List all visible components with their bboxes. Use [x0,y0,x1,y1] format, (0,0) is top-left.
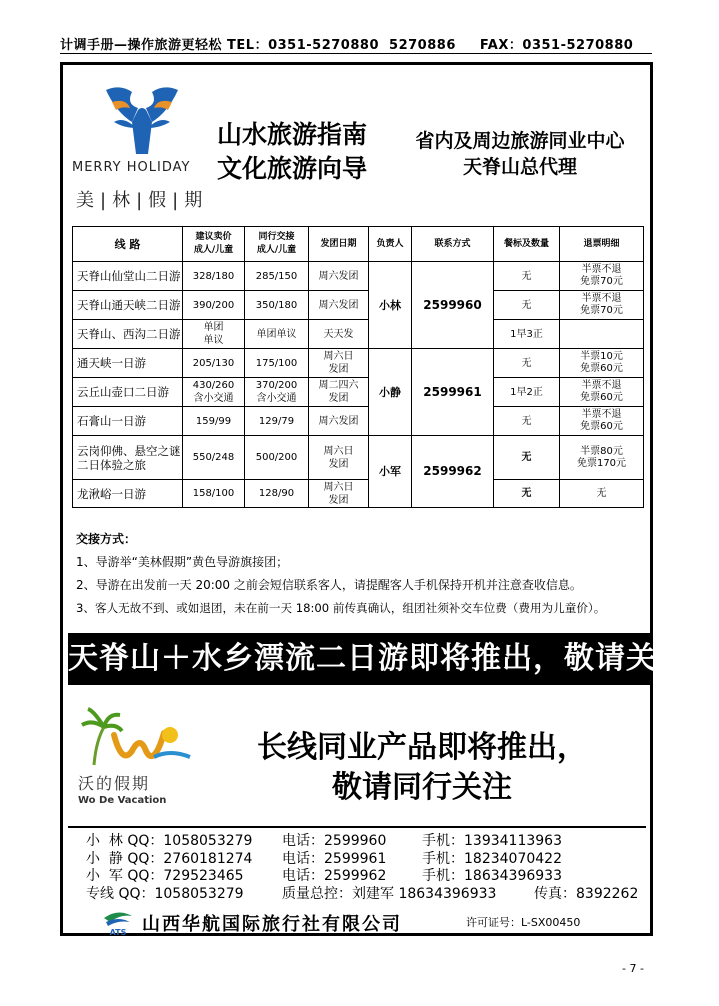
trade-cell: 350/180 [245,291,309,320]
route-cell: 通天峡一日游 [73,349,183,378]
refund-cell: 半票10元 免票60元 [560,349,644,378]
company-name: 山西华航国际旅行社有限公司 [142,914,402,935]
price-cell: 单团 单议 [183,320,245,349]
fax-number: 0351-5270880 [522,38,634,53]
logo-brand-cn: 美|林|假|期 [76,190,209,211]
refund-cell: 半票不退 免票60元 [560,407,644,436]
slogan-block [217,118,367,186]
contact-qq: 专线 QQ：1058053279 [86,885,244,902]
page-number: - 7 - [622,962,644,975]
meal-cell: 1早3正 [494,320,560,349]
route-cell: 云丘山壶口二日游 [73,378,183,407]
license-number: 许可证号：L-SX00450 [466,916,581,929]
phone-cell: 2599961 [412,349,494,436]
meal-cell: 无 [494,349,560,378]
promo-banner: 天脊山＋水乡漂流二日游即将推出，敬请关注！ [68,633,650,685]
header-rule [60,53,652,54]
col-trade: 同行交接 成人/儿童 [245,227,309,262]
table-row [73,320,644,349]
contact-tel: 电话：2599961 [282,850,387,867]
person-cell: 小军 [369,436,412,508]
tel-label: TEL： [227,38,269,53]
transfer-item: 2、导游在出发前一天 20:00 之前会短信联系客人，请提醒客人手机保持开机并注意查收信息。 [76,578,582,592]
trade-cell: 175/100 [245,349,309,378]
table-row [73,480,644,508]
trade-cell: 500/200 [245,436,309,480]
transfer-heading: 交接方式： [76,532,137,546]
person-cell: 小静 [369,349,412,436]
merry-holiday-emblem-icon [102,82,182,156]
contact-quality: 质量总控：刘建军 18634396933 [282,885,497,902]
trade-cell: 370/200 含小交通 [245,378,309,407]
col-route: 线 路 [73,227,183,262]
date-cell: 周六发团 [309,262,369,291]
transfer-section [76,528,605,620]
route-cell: 天脊山通天峡二日游 [73,291,183,320]
contact-mobile: 手机：18234070422 [422,850,562,867]
slogan-line-2: 文化旅游向导 [217,154,368,183]
ats-logo-icon [100,908,136,936]
transfer-item: 1、导游举“美林假期”黄色导游旗接团； [76,555,289,569]
table-header-row [73,227,644,262]
col-person: 负责人 [369,227,412,262]
contacts-divider [68,826,646,828]
col-date: 发团日期 [309,227,369,262]
price-cell: 158/100 [183,480,245,508]
date-cell: 天天发 [309,320,369,349]
trade-cell: 285/150 [245,262,309,291]
tel-number: 0351-5270880 5270886 [268,38,456,53]
route-cell: 龙湫峪一日游 [73,480,183,508]
meal-cell: 无 [494,407,560,436]
contact-tel: 电话：2599962 [282,868,387,884]
price-cell: 390/200 [183,291,245,320]
wo-de-vacation-logo [74,705,202,811]
contact-qq: 小 军 QQ：729523465 [86,868,244,884]
refund-cell: 半票不退 免票60元 [560,378,644,407]
contact-mobile: 手机：13934113963 [422,833,562,849]
logo2-en: Wo De Vacation [78,795,167,806]
price-cell: 328/180 [183,262,245,291]
date-cell: 周六发团 [309,407,369,436]
col-phone: 联系方式 [412,227,494,262]
date-cell: 周六日 发团 [309,349,369,378]
trade-cell: 单团单议 [245,320,309,349]
table-row [73,262,644,291]
route-cell: 天脊山、西沟二日游 [73,320,183,349]
contact-fax: 传真：8392262 [534,885,639,902]
route-cell: 石膏山一日游 [73,407,183,436]
date-cell: 周六日 发团 [309,480,369,508]
merry-holiday-logo [72,82,212,214]
logo-brand-en: MERRY HOLIDAY [72,160,191,175]
meal-cell: 无 [494,291,560,320]
agency-line-1: 省内及周边旅游同业中心 [415,130,625,152]
route-cell: 天脊山仙堂山二日游 [73,262,183,291]
svg-text:ATS: ATS [109,928,127,936]
refund-cell: 半票80元 免票170元 [560,436,644,480]
route-cell: 云岗仰佛、悬空之谜二日体验之旅 [73,436,183,480]
table-row [73,407,644,436]
company-footer [100,908,650,936]
trade-cell: 129/79 [245,407,309,436]
price-cell: 430/260 含小交通 [183,378,245,407]
table-row [73,378,644,407]
fax-label: FAX： [479,38,523,53]
long-line-1: 长线同业产品即将推出， [257,730,587,765]
date-cell: 周六日 发团 [309,436,369,480]
price-cell: 159/99 [183,407,245,436]
header-slogan: 计调手册—操作旅游更轻松 [60,38,223,53]
top-header [60,34,652,53]
transfer-item: 3、客人无故不到、或如退团，未在前一天 18:00 前传真确认，组团社须补交车位费（费用为儿童价）。 [76,601,606,615]
tour-table [72,226,644,508]
agency-line-2: 天脊山总代理 [462,156,577,178]
col-price: 建议卖价 成人/儿童 [183,227,245,262]
table-row [73,349,644,378]
trade-cell: 128/90 [245,480,309,508]
contact-tel: 电话：2599960 [282,833,387,849]
date-cell: 周六发团 [309,291,369,320]
table-row [73,436,644,480]
agency-block [390,128,650,180]
table-row [73,291,644,320]
date-cell: 周二四六 发团 [309,378,369,407]
refund-cell: 半票不退 免票70元 [560,291,644,320]
contact-qq: 小 静 QQ：2760181274 [86,850,253,867]
person-cell: 小林 [369,262,412,349]
refund-cell: 无 [560,480,644,508]
long-line-2: 敬请同行关注 [332,770,512,805]
contact-qq: 小 林 QQ：1058053279 [86,833,253,849]
meal-cell: 无 [494,480,560,508]
logo2-cn: 沃的假期 [78,774,151,793]
col-meal: 餐标及数量 [494,227,560,262]
slogan-line-1: 山水旅游指南 [217,120,368,149]
palm-beach-icon [74,705,194,769]
meal-cell: 无 [494,262,560,291]
meal-cell: 无 [494,436,560,480]
col-refund: 退票明细 [560,227,644,262]
phone-cell: 2599960 [412,262,494,349]
price-cell: 550/248 [183,436,245,480]
refund-cell [560,320,644,349]
refund-cell: 半票不退 免票70元 [560,262,644,291]
long-line-notice [222,728,622,808]
contact-mobile: 手机：18634396933 [422,868,562,884]
meal-cell: 1早2正 [494,378,560,407]
phone-cell: 2599962 [412,436,494,508]
price-cell: 205/130 [183,349,245,378]
